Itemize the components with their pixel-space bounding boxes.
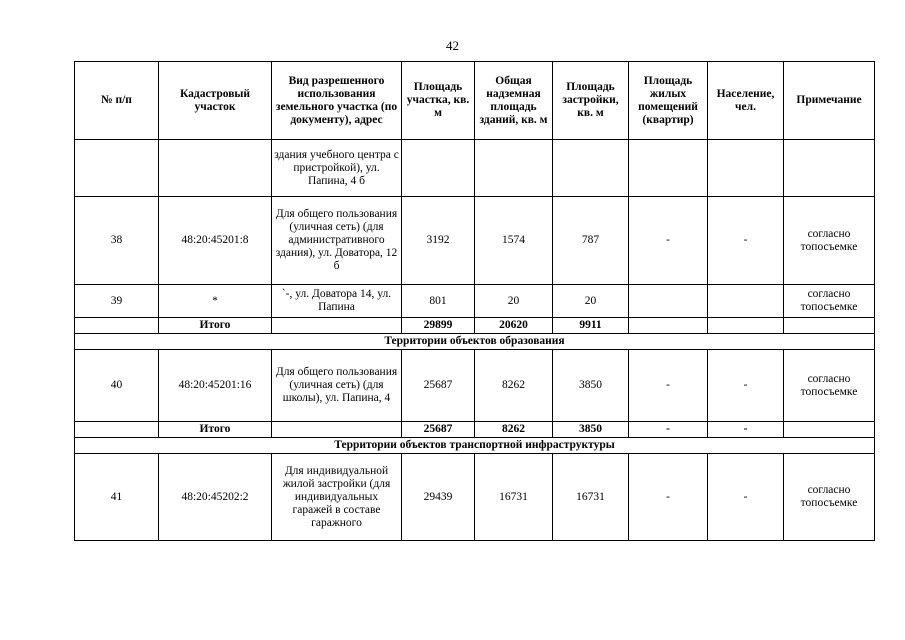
header-cell: Площадь участка, кв. м (402, 62, 475, 140)
table-cell: 20 (475, 285, 553, 318)
table-cell: 48:20:45202:2 (159, 454, 272, 541)
table-cell: 20 (553, 285, 629, 318)
header-cell: Общая надземная площадь зданий, кв. м (475, 62, 553, 140)
table-cell (784, 422, 875, 438)
table-cell: 29899 (402, 318, 475, 334)
section-title: Территории объектов транспортной инфраструктуры (75, 438, 875, 454)
table-cell: 801 (402, 285, 475, 318)
table-cell: Для общего пользования (уличная сеть) (для административного здания), ул. Доватора, 12 б (272, 197, 402, 285)
table-row (75, 197, 875, 285)
table-cell (75, 422, 159, 438)
table-cell (402, 140, 475, 197)
table-cell (475, 140, 553, 197)
table-cell (629, 318, 708, 334)
table-cell: - (708, 422, 784, 438)
table-cell (272, 318, 402, 334)
table-row (75, 454, 875, 541)
table-cell: согласно топосъемке (784, 197, 875, 285)
table-cell (272, 422, 402, 438)
table-cell: здания учебного центра с пристройкой), ул. Папина, 4 б (272, 140, 402, 197)
table-cell: 25687 (402, 350, 475, 422)
table-cell: - (629, 350, 708, 422)
table-cell (708, 140, 784, 197)
table-cell: 39 (75, 285, 159, 318)
section-row (75, 438, 875, 454)
table-cell: 41 (75, 454, 159, 541)
table-cell: 787 (553, 197, 629, 285)
table-cell: 25687 (402, 422, 475, 438)
table-cell: 48:20:45201:16 (159, 350, 272, 422)
total-row (75, 318, 875, 334)
table-cell: 3192 (402, 197, 475, 285)
table-cell: - (629, 422, 708, 438)
table-cell: - (708, 197, 784, 285)
table-cell (75, 318, 159, 334)
total-label: Итого (159, 422, 272, 438)
table-cell: 8262 (475, 422, 553, 438)
table-cell (75, 140, 159, 197)
table-cell: 29439 (402, 454, 475, 541)
table-cell (629, 285, 708, 318)
table-cell: - (708, 350, 784, 422)
table-row (75, 350, 875, 422)
table-cell: 48:20:45201:8 (159, 197, 272, 285)
table-cell (708, 318, 784, 334)
table-cell: 16731 (553, 454, 629, 541)
table-cell: - (708, 454, 784, 541)
table-cell: 9911 (553, 318, 629, 334)
table-cell: 8262 (475, 350, 553, 422)
table-cell (629, 140, 708, 197)
header-row (75, 62, 875, 140)
table-cell (708, 285, 784, 318)
table-cell: 20620 (475, 318, 553, 334)
table-cell: 1574 (475, 197, 553, 285)
table-cell: 3850 (553, 422, 629, 438)
section-title: Территории объектов образования (75, 334, 875, 350)
table-cell: согласно топосъемке (784, 350, 875, 422)
table-cell: Для общего пользования (уличная сеть) (для школы), ул. Папина, 4 (272, 350, 402, 422)
table-cell: согласно топосъемке (784, 454, 875, 541)
table-cell: Для индивидуальной жилой застройки (для индивидуальных гаражей в составе гаражного (272, 454, 402, 541)
table-cell: 3850 (553, 350, 629, 422)
header-cell: Вид разрешенного использования земельного участка (по документу), адрес (272, 62, 402, 140)
page-number: 42 (446, 38, 459, 53)
section-row (75, 334, 875, 350)
header-cell: Площадь застройки, кв. м (553, 62, 629, 140)
table-cell (159, 140, 272, 197)
header-cell: Кадастровый участок (159, 62, 272, 140)
table-cell: согласно топосъемке (784, 285, 875, 318)
table-cell: - (629, 197, 708, 285)
table-cell: 38 (75, 197, 159, 285)
header-cell: Население, чел. (708, 62, 784, 140)
table-cell (784, 140, 875, 197)
table-cell: `-, ул. Доватора 14, ул. Папина (272, 285, 402, 318)
land-register-table (74, 61, 875, 541)
table-cell (553, 140, 629, 197)
table-cell: * (159, 285, 272, 318)
table-row (75, 285, 875, 318)
total-label: Итого (159, 318, 272, 334)
table-cell (784, 318, 875, 334)
header-cell: Площадь жилых помещений (квартир) (629, 62, 708, 140)
table-cell: - (629, 454, 708, 541)
header-cell: № п/п (75, 62, 159, 140)
table-cell: 40 (75, 350, 159, 422)
table-row (75, 140, 875, 197)
total-row (75, 422, 875, 438)
header-cell: Примечание (784, 62, 875, 140)
table-cell: 16731 (475, 454, 553, 541)
